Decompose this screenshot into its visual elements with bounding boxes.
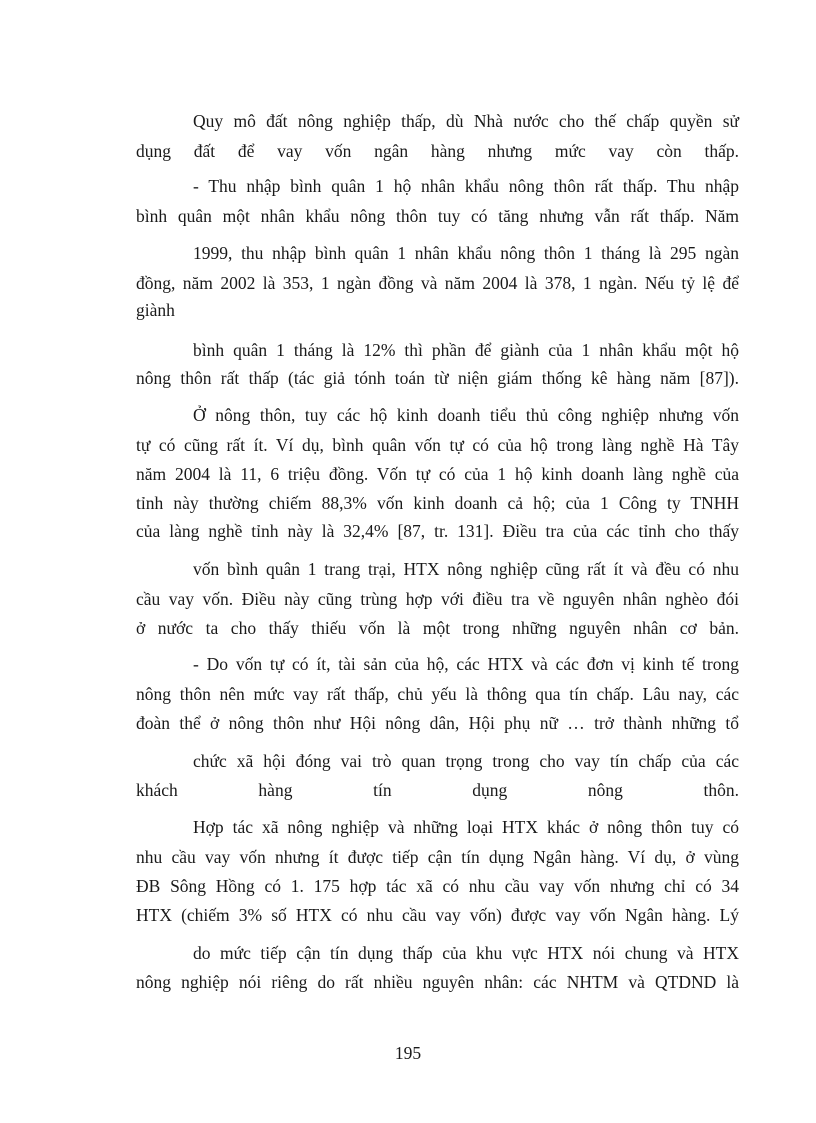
body-line: khách hàng tín dụng nông thôn. bbox=[136, 780, 739, 800]
body-line: vốn bình quân 1 trang trại, HTX nông nghiệp cũng rất ít và đều có nhu bbox=[193, 559, 739, 579]
body-line: nông nghiệp nói riêng do rất nhiều nguyên nhân: các NHTM và QTDND là bbox=[136, 972, 739, 992]
page-number: 195 bbox=[394, 1043, 422, 1063]
body-line: Hợp tác xã nông nghiệp và những loại HTX khác ở nông thôn tuy có bbox=[193, 817, 739, 837]
body-line: đồng, năm 2002 là 353, 1 ngàn đồng và năm 2004 là 378, 1 ngàn. Nếu tỷ lệ để bbox=[136, 273, 739, 293]
body-line: - Do vốn tự có ít, tài sản của hộ, các HTX và các đơn vị kinh tế trong bbox=[193, 654, 739, 674]
body-line: - Thu nhập bình quân 1 hộ nhân khẩu nông thôn rất thấp. Thu nhập bbox=[193, 176, 739, 196]
body-line: do mức tiếp cận tín dụng thấp của khu vực HTX nói chung và HTX bbox=[193, 943, 739, 963]
body-line: ĐB Sông Hồng có 1. 175 hợp tác xã có nhu cầu vay vốn nhưng chỉ có 34 bbox=[136, 876, 739, 896]
body-line: của làng nghề tỉnh này là 32,4% [87, tr. 131]. Điều tra của các tỉnh cho thấy bbox=[136, 521, 739, 541]
body-line: cầu vay vốn. Điều này cũng trùng hợp với điều tra về nguyên nhân nghèo đói bbox=[136, 589, 739, 609]
body-line: ở nước ta cho thấy thiếu vốn là một trong những nguyên nhân cơ bản. bbox=[136, 618, 739, 638]
body-line: bình quân một nhân khẩu nông thôn tuy có tăng nhưng vẫn rất thấp. Năm bbox=[136, 206, 739, 226]
body-line: 1999, thu nhập bình quân 1 nhân khẩu nông thôn 1 tháng là 295 ngàn bbox=[193, 243, 739, 263]
body-line: đoàn thể ở nông thôn như Hội nông dân, Hội phụ nữ … trở thành những tổ bbox=[136, 713, 739, 733]
body-line: nông thôn nên mức vay rất thấp, chủ yếu là thông qua tín chấp. Lâu nay, các bbox=[136, 684, 739, 704]
body-line: nông thôn rất thấp (tác giả tónh toán từ niện giám thống kê hàng năm [87]). bbox=[136, 368, 739, 388]
body-line: Quy mô đất nông nghiệp thấp, dù Nhà nước cho thế chấp quyền sử bbox=[193, 111, 739, 131]
body-line: bình quân 1 tháng là 12% thì phần để giành của 1 nhân khẩu một hộ bbox=[193, 340, 739, 360]
body-line: nhu cầu vay vốn nhưng ít được tiếp cận tín dụng Ngân hàng. Ví dụ, ở vùng bbox=[136, 847, 739, 867]
body-line: năm 2004 là 11, 6 triệu đồng. Vốn tự có của 1 hộ kinh doanh làng nghề của bbox=[136, 464, 739, 484]
body-line: tỉnh này thường chiếm 88,3% vốn kinh doanh cả hộ; của 1 Công ty TNHH bbox=[136, 493, 739, 513]
body-line: dụng đất để vay vốn ngân hàng nhưng mức vay còn thấp. bbox=[136, 141, 739, 161]
body-line: tự có cũng rất ít. Ví dụ, bình quân vốn tự có của hộ trong làng nghề Hà Tây bbox=[136, 435, 739, 455]
body-line: chức xã hội đóng vai trò quan trọng trong cho vay tín chấp của các bbox=[193, 751, 739, 771]
body-line: giành bbox=[136, 300, 175, 320]
body-line: HTX (chiếm 3% số HTX có nhu cầu vay vốn) được vay vốn Ngân hàng. Lý bbox=[136, 905, 739, 925]
body-line: Ở nông thôn, tuy các hộ kinh doanh tiểu thủ công nghiệp nhưng vốn bbox=[193, 405, 739, 425]
